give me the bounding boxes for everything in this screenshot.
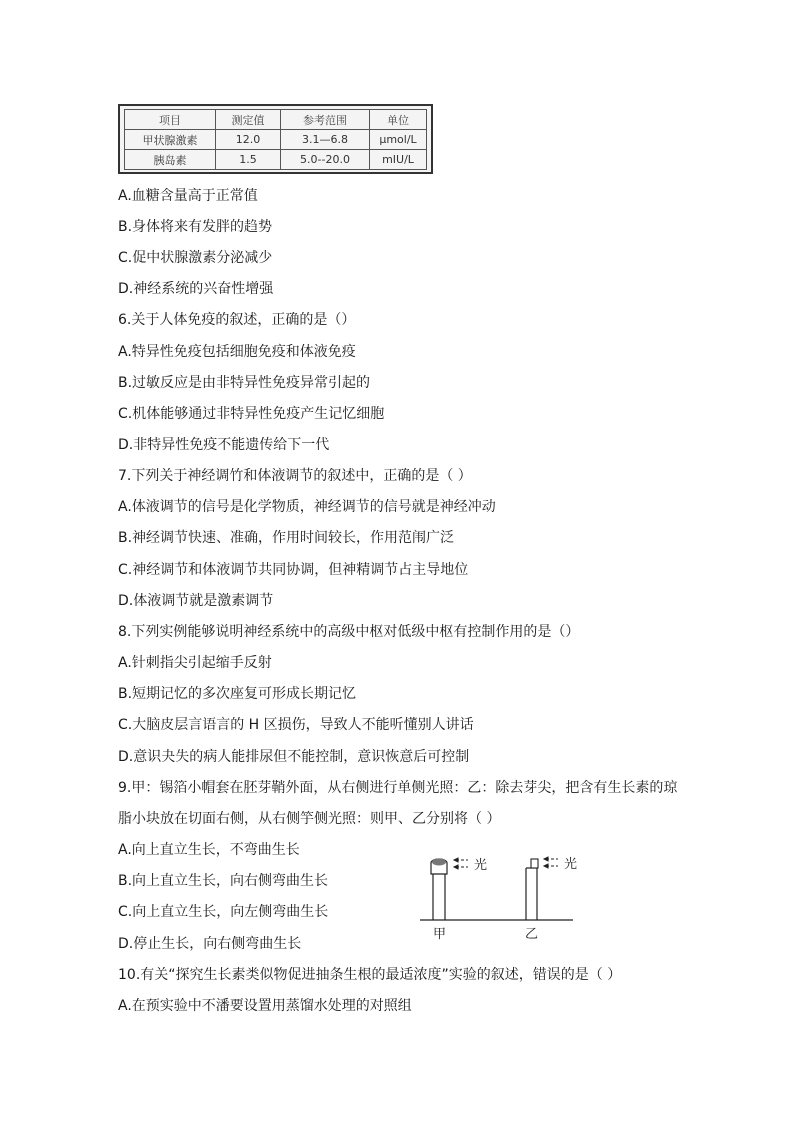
question-line: 9.甲：锡箔小帽套在胚芽鞘外面，从右侧进行单侧光照：乙：除去芽尖，把含有生长素的琼 — [118, 780, 678, 796]
light-arrow-icon — [544, 857, 558, 868]
table-cell: 12.0 — [216, 130, 281, 150]
table-cell: μmol/L — [370, 130, 427, 150]
question-line: 8.下列实例能够说明神经系统中的高级中枢对低级中枢有控制作用的是（） — [118, 624, 580, 640]
coleoptile-diagram — [418, 852, 578, 942]
option-line: A.特异性免疫包括细胞免疫和体液免疫 — [118, 344, 356, 360]
coleoptile-jia — [431, 859, 447, 921]
label-jia: 甲 — [433, 927, 447, 942]
option-line: C.向上直立生长，向左侧弯曲生长 — [118, 904, 329, 920]
light-label: 光 — [474, 858, 488, 873]
table-header-row — [125, 110, 427, 130]
table-row — [125, 150, 427, 170]
option-line: B.短期记忆的多次座复可形成长期记忆 — [118, 686, 357, 702]
option-line: C.大脑皮层言语言的 H 区损伤，导致人不能听懂别人讲话 — [118, 717, 474, 733]
header-measured: 测定值 — [216, 110, 281, 130]
table-cell: 5.0--20.0 — [281, 150, 370, 170]
option-line: A.体液调节的信号是化学物质，神经调节的信号就是神经冲动 — [118, 499, 496, 515]
lab-results-table — [124, 109, 427, 170]
option-line: A.在预实验中不潘要设置用蒸馏水处理的对照组 — [118, 998, 412, 1014]
option-line: B.身体将来有发胖的趋势 — [118, 219, 273, 235]
label-yi: 乙 — [525, 927, 539, 942]
option-line: B.过敏反应是由非特异性免疫异常引起的 — [118, 375, 371, 391]
option-line: A.针刺指尖引起缩手反射 — [118, 655, 272, 671]
question-line: 7.下列关于神经调竹和体液调节的叙述中，正确的是（ ） — [118, 468, 472, 484]
lab-results-table-image — [118, 104, 433, 174]
option-line: A.血糖含量高于正常值 — [118, 188, 258, 204]
option-line: D.非特异性免疫不能遗传给下一代 — [118, 437, 330, 453]
header-unit: 单位 — [370, 110, 427, 130]
header-item: 项目 — [125, 110, 216, 130]
option-line: C.机体能够通过非特异性免疫产生记忆细胞 — [118, 406, 385, 422]
option-line: A.向上直立生长，不弯曲生长 — [118, 842, 300, 858]
light-label: 光 — [564, 857, 578, 872]
question-line: 脂小块放在切面右侧，从右侧竽侧光照：则甲、乙分别将（ ） — [118, 811, 501, 827]
option-line: D.停止生长，向右侧弯曲生长 — [118, 936, 302, 952]
coleoptile-yi — [526, 859, 538, 920]
question-line: 10.有关“探究生长素类似物促进抽条生根的最适浓度”实验的叙述，错误的是（ ） — [118, 967, 622, 983]
option-line: D.体液调节就是激素调节 — [118, 593, 274, 609]
foil-cap-top — [432, 859, 446, 866]
option-line: B.神经调节快速、准确，作用时间较长，作用范闱广泛 — [118, 530, 455, 546]
option-line: C.促中状腺激素分泌减少 — [118, 250, 273, 266]
option-line: B.向上直立生长，向右侧弯曲生长 — [118, 873, 329, 889]
question-line: 6.关于人体免疫的叙述，正确的是（） — [118, 312, 356, 328]
agar-block-icon — [531, 859, 538, 868]
header-reference: 参考范围 — [281, 110, 370, 130]
option-line: C.神经调节和体液调节共同协调，但神精调节占主导地位 — [118, 562, 469, 578]
light-arrow-icon — [454, 858, 468, 869]
table-cell: mIU/L — [370, 150, 427, 170]
table-cell: 胰岛素 — [125, 150, 216, 170]
table-cell: 3.1—6.8 — [281, 130, 370, 150]
table-cell: 1.5 — [216, 150, 281, 170]
option-line: D.意识夬失的病人能排尿但不能控制，意识恢意后可控制 — [118, 749, 470, 765]
option-line: D.神经系统的兴奋性增强 — [118, 281, 274, 297]
table-row — [125, 130, 427, 150]
table-cell: 甲状腺激素 — [125, 130, 216, 150]
